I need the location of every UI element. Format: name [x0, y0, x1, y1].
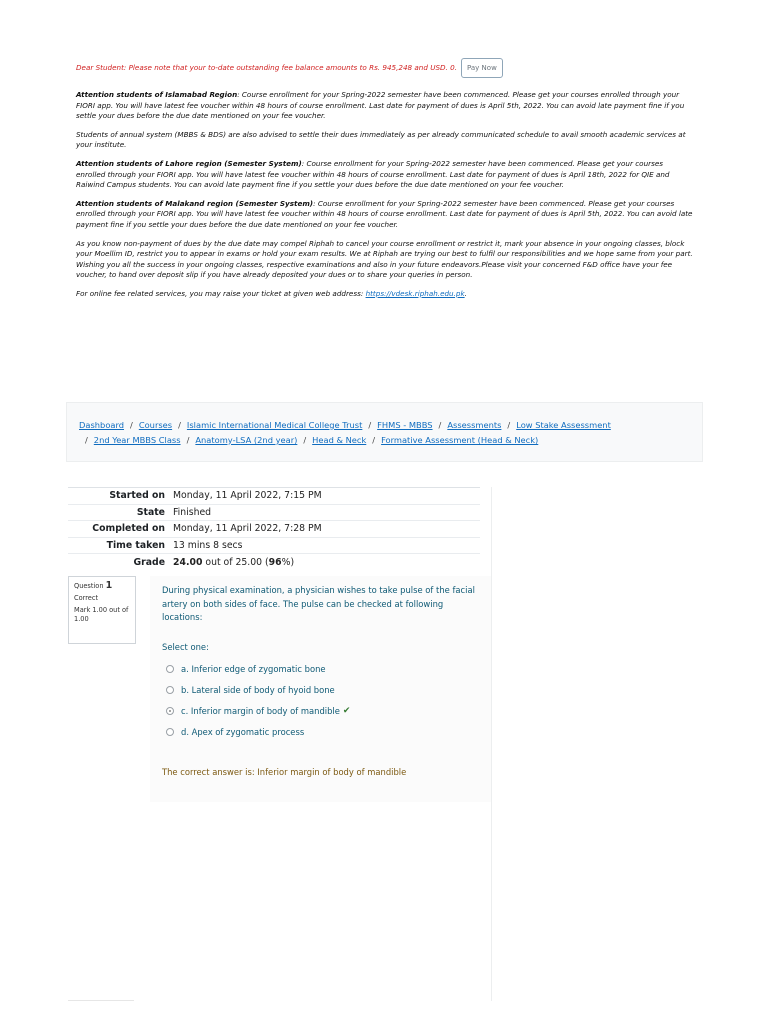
content-divider — [491, 487, 492, 1001]
notice-malakand-heading: Attention students of Malakand region (Semester System) — [76, 198, 314, 208]
started-on-label: Started on — [68, 488, 169, 505]
breadcrumb-fhms-mbbs[interactable]: FHMS - MBBS — [377, 420, 433, 430]
answer-label: b. Lateral side of body of hyoid bone — [181, 684, 335, 695]
question-info-box — [68, 576, 136, 644]
pay-now-button[interactable]: Pay Now — [461, 58, 503, 78]
question-mark: Mark 1.00 out of 1.00 — [74, 606, 129, 623]
answer-label: a. Inferior edge of zygomatic bone — [181, 663, 326, 674]
summary-row-started — [68, 488, 480, 505]
question-label: Question — [74, 582, 104, 590]
answer-label: d. Apex of zygomatic process — [181, 726, 305, 737]
question-number — [74, 581, 130, 591]
breadcrumb-formative-assessment[interactable]: Formative Assessment (Head & Neck) — [381, 435, 539, 445]
breadcrumb-courses[interactable]: Courses — [138, 420, 173, 430]
question-status: Correct — [74, 594, 99, 602]
breadcrumb-separator: / — [303, 435, 307, 445]
summary-row-time — [68, 537, 480, 554]
breadcrumb-assessments[interactable]: Assessments — [447, 420, 502, 430]
breadcrumb-dashboard[interactable]: Dashboard — [79, 420, 125, 430]
state-label: State — [68, 504, 169, 521]
fee-balance-text: Dear Student: Please note that your to-date outstanding fee balance amounts to Rs. 945,248 and USD. 0. — [76, 62, 457, 72]
notice-online-text: For online fee related services, you may raise your ticket at given web address: — [76, 288, 364, 298]
breadcrumb-separator: / — [130, 420, 133, 430]
started-on-value: Monday, 11 April 2022, 7:15 PM — [169, 488, 480, 505]
breadcrumb-college[interactable]: Islamic International Medical College Trust — [186, 420, 363, 430]
correct-check-icon: ✔ — [342, 705, 351, 716]
radio-button[interactable] — [166, 686, 174, 694]
state-value: Finished — [169, 504, 480, 521]
breadcrumb-separator: / — [372, 435, 376, 445]
notice-lahore — [76, 159, 694, 191]
grade-end: %) — [281, 556, 295, 568]
notice-online-end: . — [464, 288, 467, 298]
completed-on-value: Monday, 11 April 2022, 7:28 PM — [169, 521, 480, 538]
breadcrumb-separator: / — [186, 435, 190, 445]
notice-lahore-text: : Course enrollment for your Spring-2022 semester have been commenced. Please get your courses enrolled through your FIORI app. You will have latest fee voucher within 48 hours of course enrollment. Last date for payment of dues is April 18th, 2022 for QIE and Raiwind Campus students. You can avoid late payment fine if you settle your dues before the due date mentioned on your fee voucher. — [76, 158, 670, 190]
radio-button[interactable] — [166, 665, 174, 673]
question-content — [150, 576, 491, 802]
grade-label: Grade — [68, 554, 169, 570]
breadcrumb-separator: / — [85, 435, 88, 445]
notice-annual: Students of annual system (MBBS & BDS) are also advised to settle their dues immediately as per already communicated schedule to avail smooth academic services at your institute. — [76, 129, 686, 150]
summary-row-completed — [68, 521, 480, 538]
vdesk-link[interactable]: https://vdesk.riphah.edu.pk — [365, 288, 465, 298]
breadcrumb-separator: / — [507, 420, 511, 430]
radio-button-selected[interactable] — [166, 707, 174, 715]
notice-islamabad-heading: Attention students of Islamabad Region — [76, 90, 238, 99]
notice-malakand — [76, 199, 694, 231]
answer-option-a[interactable] — [166, 658, 350, 679]
answer-option-d[interactable] — [166, 721, 350, 742]
grade-out-of: out of 25.00 ( — [202, 556, 269, 568]
breadcrumb-head-neck[interactable]: Head & Neck — [312, 435, 367, 445]
fee-balance-line — [76, 58, 694, 78]
answer-label: c. Inferior margin of body of mandible — [181, 705, 340, 716]
breadcrumb-separator: / — [178, 420, 181, 430]
notice-lahore-heading: Attention students of Lahore region (Semester System) — [76, 158, 302, 168]
answer-option-c[interactable] — [166, 700, 350, 721]
notice-nonpayment: As you know non-payment of dues by the due date may compel Riphah to cancel your course enrollment or restrict it, mark your absence in your ongoing classes, block your Moellim ID, restrict you to appear in exams or hold your exam results. We at Riphah are trying our best to fulfil our responsibilities and we hope same from your part. Wishing you all the success in your ongoing classes, respective examinations and also in your future endeavors.Please visit your concerned F&D office have your fee voucher, to hand over deposit slip if you have already deposited your dues or to share your queries in person. — [76, 238, 693, 280]
breadcrumb-separator: / — [438, 420, 442, 430]
select-one-prompt: Select one: — [162, 642, 209, 652]
grade-score: 24.00 — [173, 556, 203, 568]
completed-on-label: Completed on — [68, 521, 169, 538]
question-number-value: 1 — [105, 580, 113, 591]
fee-notice — [76, 58, 694, 308]
answer-option-b[interactable] — [166, 679, 350, 700]
notice-malakand-text: : Course enrollment for your Spring-2022 semester have been commenced. Please get your courses enrolled through your FIORI app. You will have latest fee voucher within 48 hours of course enrollment. Last date for payment of dues is April 5th, 2022. You can avoid late payment fine if you settle your dues before the due date mentioned on your fee voucher. — [76, 198, 693, 229]
footer-divider — [68, 1000, 134, 1001]
grade-percent: 96 — [268, 556, 282, 568]
notice-online-services — [76, 289, 694, 300]
notice-islamabad-text: : Course enrollment for your Spring-2022 semester have been commenced. Please get your courses enrolled through your FIORI app. You will have latest fee voucher within 48 hours of course enrollment. Last date for payment of dues is April 5th, 2022. You can avoid late payment fine if you settle your dues before the due date mentioned on your fee voucher. — [76, 90, 685, 121]
breadcrumb-2nd-year[interactable]: 2nd Year MBBS Class — [93, 435, 181, 445]
notice-islamabad — [76, 90, 694, 122]
summary-row-grade — [68, 554, 480, 570]
grade-value — [169, 554, 480, 570]
question-text: During physical examination, a physician wishes to take pulse of the facial artery on both sides of face. The pulse can be checked at following locations: — [162, 585, 475, 623]
breadcrumb-low-stake[interactable]: Low Stake Assessment — [516, 420, 611, 430]
correct-answer-feedback: The correct answer is: Inferior margin of body of mandible — [162, 767, 407, 777]
breadcrumb-separator: / — [368, 420, 372, 430]
summary-row-state — [68, 504, 480, 521]
time-taken-label: Time taken — [68, 537, 169, 554]
answer-options — [166, 658, 350, 742]
breadcrumb-anatomy-lsa[interactable]: Anatomy-LSA (2nd year) — [195, 435, 298, 445]
attempt-summary-table — [68, 487, 480, 570]
breadcrumb — [66, 402, 703, 462]
time-taken-value: 13 mins 8 secs — [169, 537, 480, 554]
radio-button[interactable] — [166, 728, 174, 736]
